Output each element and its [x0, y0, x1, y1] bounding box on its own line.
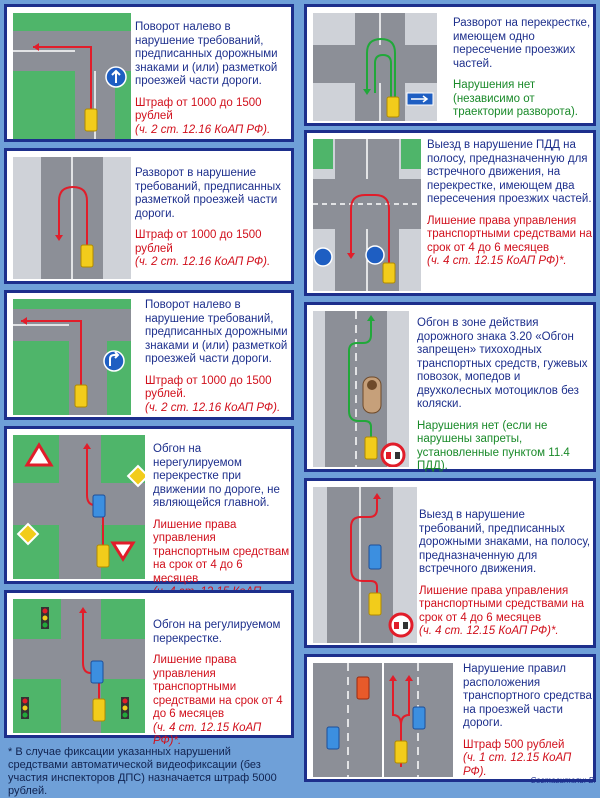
card-description: Обгон на регулируемом перекрестке.	[153, 619, 281, 645]
card-overtake-unregulated	[4, 426, 294, 584]
card-oncoming-lane-signs	[304, 478, 596, 648]
illustration-u-turn-marking	[13, 157, 131, 279]
card-description: Разворот в нарушение требований, предписанных разметкой проезжей части дороги.	[135, 167, 281, 220]
illustration-unregulated-intersection	[13, 435, 145, 579]
penalty-text: Штраф от 1000 до 1500 рублей	[135, 96, 262, 122]
penalty-text: Лишение права управления транспортными средствами на срок от 4 до 6 месяцев	[153, 654, 283, 720]
penalty-text: Лишение права управления транспортным средствам на срок от 4 до 6 месяцев	[153, 518, 290, 585]
card-overtake-regulated	[4, 590, 294, 747]
card-left-turn-violation-2	[4, 290, 294, 420]
law-reference: (ч. 4 ст. 12.15 КоАП РФ)*.	[419, 625, 559, 637]
penalty-text: Штраф от 1000 до 1500 рублей.	[145, 374, 272, 400]
illustration-regulated-intersection	[13, 599, 145, 733]
penalty-text: Штраф 500 рублей	[463, 738, 565, 751]
card-description: Выезд в нарушение требований, предписанных дорожными знаками, на полосу, предназначенную для встречного движения.	[419, 509, 591, 575]
law-reference: (ч. 2 ст. 12.16 КоАП РФ).	[135, 123, 271, 136]
illustration-no-overtaking-zone	[313, 311, 409, 467]
card-oncoming-lane-two-crossings	[304, 130, 596, 296]
card-left-turn-violation-1	[4, 4, 294, 142]
penalty-text: Лишение права управления транспортными средствами на срок от 4 до 6 месяцев	[427, 214, 592, 254]
no-violation-text: Нарушения нет (если не нарушены запреты, установленные пунктом 11.4 ПДД).	[417, 419, 570, 472]
card-description: Обгон на нерегулируемом перекрестке при движении по дороге, не являющейся главной.	[153, 443, 280, 509]
footnote: * В случае фиксации указанных нарушений средствами автоматической видеофиксации (без участия инспекторов ДПС) назначается штраф 5000 рублей.	[8, 746, 277, 797]
illustration-two-crossings	[313, 139, 421, 291]
card-u-turn-ok	[304, 4, 596, 126]
law-reference: (ч. 2 ст. 12.16 КоАП РФ).	[145, 401, 281, 414]
card-description: Поворот налево в нарушение требований, предписанных дорожными знаками и (или) разметкой проезжей части дороги.	[135, 21, 278, 87]
penalty-text: Штраф от 1000 до 1500 рублей	[135, 229, 262, 255]
card-overtake-slow-vehicle-ok	[304, 302, 596, 472]
law-reference: (ч. 4 ст. 12.15 КоАП РФ)*.	[153, 721, 262, 747]
no-violation-text: Нарушения нет (независимо от траектории разворота).	[453, 79, 578, 118]
illustration-left-turn-sign	[13, 299, 131, 415]
card-u-turn-violation	[4, 148, 294, 284]
penalty-text: Лишение права управления транспортными средствами на срок от 4 до 6 месяцев	[419, 584, 584, 624]
illustration-lane-position	[313, 663, 453, 777]
illustration-oncoming-lane-sign	[313, 487, 417, 643]
card-description: Обгон в зоне действия дорожного знака 3.20 «Обгон запрещен» тихоходных транспортных средств, гужевых повозок, мопедов и двухколесных мотоциклов без коляски.	[417, 317, 588, 410]
card-description: Нарушение правил расположения транспортного средства на проезжей части дороги.	[463, 663, 592, 729]
credits: Составители: В.	[530, 776, 596, 785]
card-description: Поворот налево в нарушение требований, предписанных дорожными знаками и (или) разметкой проезжей части дороги.	[145, 299, 288, 365]
card-description: Разворот на перекрестке, имеющем одно пересечение проезжих частей.	[453, 17, 591, 70]
illustration-left-turn	[13, 13, 131, 139]
law-reference: (ч. 1 ст. 12.15 КоАП РФ).	[463, 752, 572, 778]
law-reference: (ч. 4 ст. 12.15 КоАП РФ)*.	[427, 255, 567, 267]
law-reference: (ч. 2 ст. 12.16 КоАП РФ).	[135, 256, 271, 268]
illustration-u-turn-single-crossing	[313, 13, 437, 121]
card-vehicle-position	[304, 654, 596, 782]
card-description: Выезд в нарушение ПДД на полосу, предназначенную для встречного движения, на перекрестке, имеющем два пересечения проезжих частей.	[427, 139, 592, 205]
